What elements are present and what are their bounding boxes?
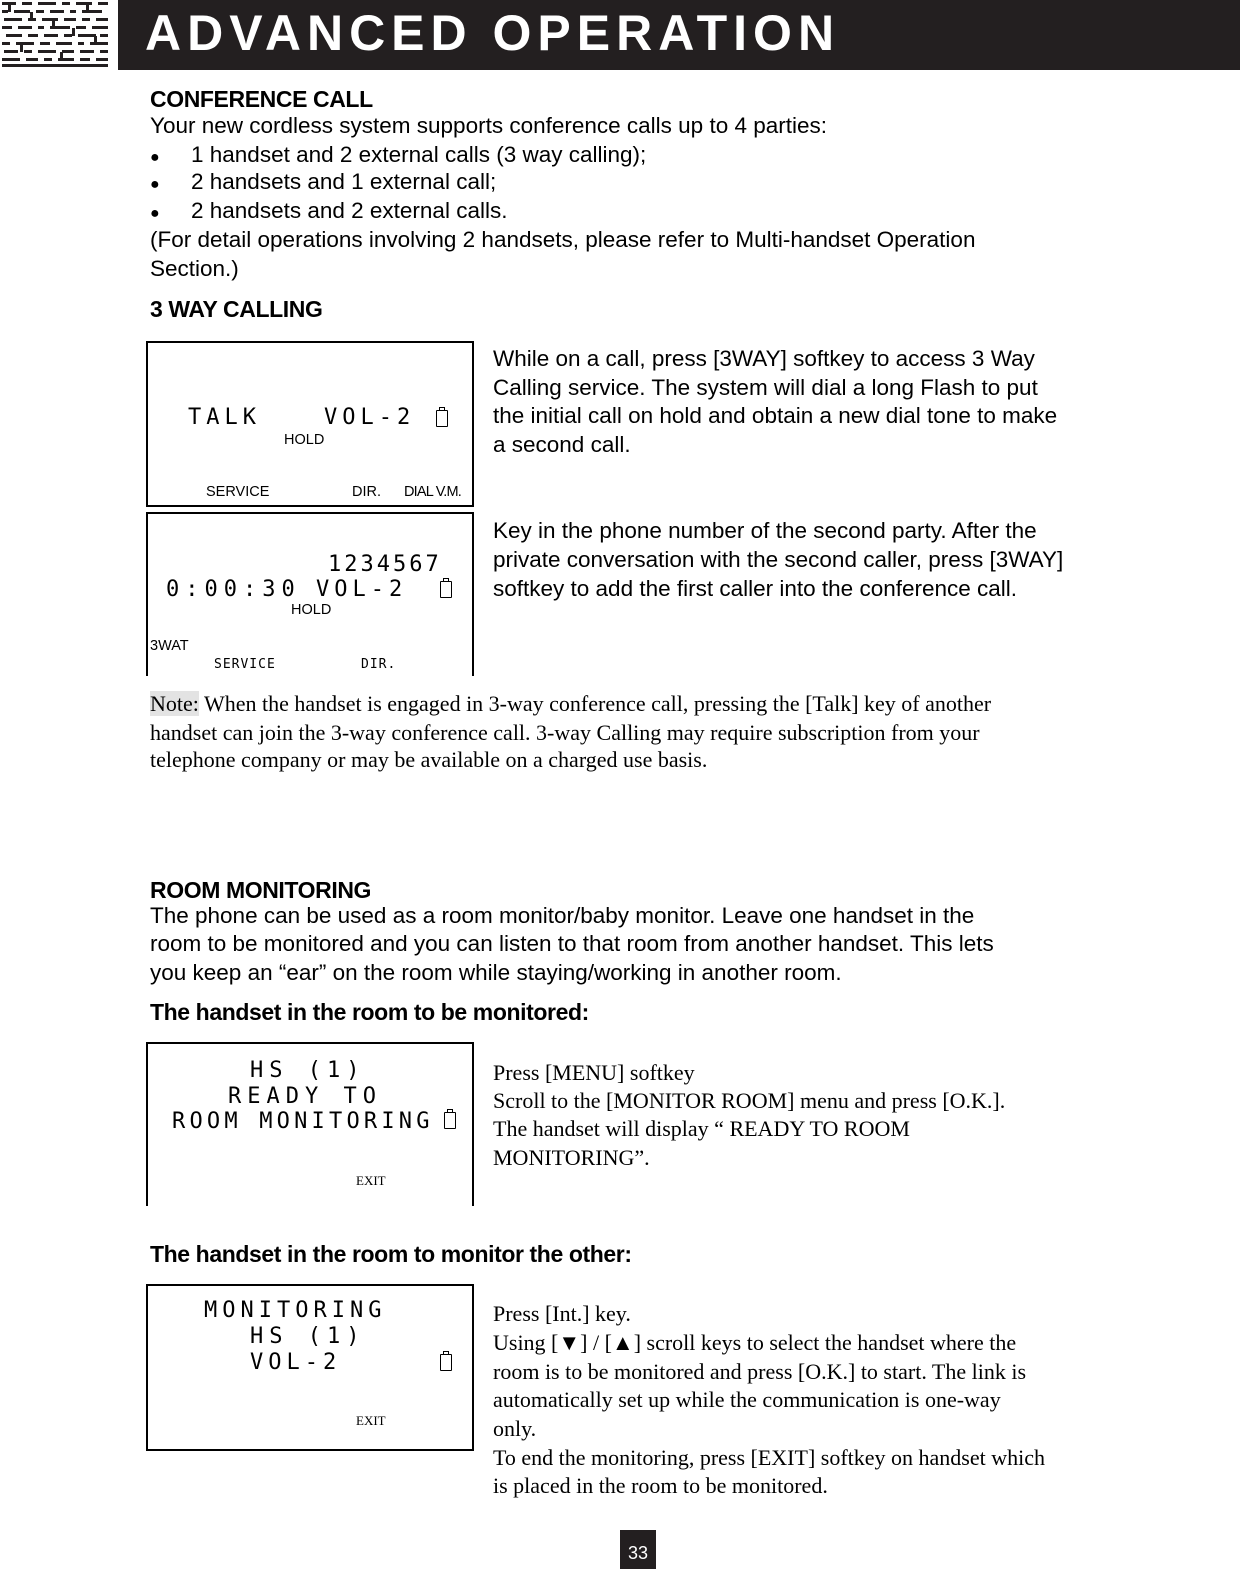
lcd-softkey-exit: EXIT <box>356 1413 386 1428</box>
lcd-softkey-exit: EXIT <box>356 1173 386 1188</box>
lcd-softkey-3way: 3WAT <box>150 638 189 654</box>
conference-detail-line2: Section.) <box>150 256 239 281</box>
battery-icon <box>440 1354 452 1371</box>
lcd-monitoring-label: MONITORING <box>204 1298 387 1323</box>
lcd-display-ready <box>146 1042 474 1206</box>
maze-logo <box>0 0 112 70</box>
bullet-item <box>150 167 497 199</box>
three-way-para1-line: While on a call, press [3WAY] softkey to access 3 Way <box>493 346 1035 371</box>
bullet-dot-icon: ● <box>150 149 160 166</box>
bullet-text: 2 handsets and 2 external calls. <box>191 198 508 223</box>
three-way-heading: 3 WAY CALLING <box>150 296 323 322</box>
bullet-dot-icon: ● <box>150 176 160 193</box>
three-way-para2-line: Key in the phone number of the second party. After the <box>493 518 1037 543</box>
room-intro-line: room to be monitored and you can listen to that room from another handset. This lets <box>150 931 994 956</box>
lcd-softkey-dial-vm: DIAL V.M. <box>404 484 462 500</box>
monitoring-step-line: is placed in the room to be monitored. <box>493 1473 828 1498</box>
three-way-para2-line: softkey to add the first caller into the conference call. <box>493 576 1018 601</box>
monitoring-step-line: Using [▼] / [▲] scroll keys to select the handset where the <box>493 1330 1017 1355</box>
lcd-volume-label: VOL-2 <box>316 577 408 602</box>
note-line1 <box>150 689 991 718</box>
lcd-hold-label: HOLD <box>291 602 332 618</box>
monitored-step-line: Scroll to the [MONITOR ROOM] menu and press [O.K.]. <box>493 1088 1006 1113</box>
three-way-para1-line: the initial call on hold and obtain a new dial tone to make <box>493 403 1058 428</box>
bullet-text: 1 handset and 2 external calls (3 way calling); <box>191 142 647 167</box>
lcd-softkey-service: SERVICE <box>214 657 276 672</box>
lcd-ready-label: READY TO <box>228 1084 382 1109</box>
page-number: 33 <box>620 1530 656 1569</box>
lcd-display-monitoring <box>146 1284 474 1451</box>
room-intro-line: you keep an “ear” on the room while staying/working in another room. <box>150 960 842 985</box>
conference-call-heading: CONFERENCE CALL <box>150 86 373 112</box>
bullet-item <box>150 196 508 228</box>
lcd-volume-label: VOL-2 <box>250 1350 342 1375</box>
three-way-para2-line: private conversation with the second caller, press [3WAY] <box>493 547 1064 572</box>
lcd-display-timer <box>146 512 474 676</box>
room-monitoring-heading: ROOM MONITORING <box>150 877 372 903</box>
monitoring-handset-subheading: The handset in the room to monitor the other: <box>150 1241 632 1267</box>
lcd-handset-label: HS (1) <box>250 1058 366 1083</box>
monitored-step-line: MONITORING”. <box>493 1145 650 1170</box>
monitored-step-line: Press [MENU] softkey <box>493 1060 695 1085</box>
monitoring-step-line: only. <box>493 1416 537 1441</box>
monitoring-step-line: automatically set up while the communication is one-way <box>493 1387 1001 1412</box>
lcd-volume-label: VOL-2 <box>324 405 416 430</box>
conference-intro: Your new cordless system supports conference calls up to 4 parties: <box>150 113 828 138</box>
lcd-hold-label: HOLD <box>284 432 325 448</box>
page-title: ADVANCED OPERATION <box>145 5 841 61</box>
battery-icon <box>444 1112 456 1129</box>
lcd-talk-label: TALK <box>188 405 261 430</box>
bullet-dot-icon: ● <box>150 205 160 222</box>
note-label: Note: <box>150 691 199 716</box>
lcd-handset-label: HS (1) <box>250 1324 366 1349</box>
lcd-display-talk <box>146 341 474 507</box>
monitored-handset-subheading: The handset in the room to be monitored: <box>150 999 589 1025</box>
lcd-room-monitoring-label: ROOM MONITORING <box>172 1109 434 1134</box>
battery-icon <box>440 581 452 598</box>
room-intro-line: The phone can be used as a room monitor/baby monitor. Leave one handset in the <box>150 903 975 928</box>
monitored-step-line: The handset will display “ READY TO ROOM <box>493 1116 910 1141</box>
lcd-softkey-dir: DIR. <box>352 484 381 500</box>
bullet-text: 2 handsets and 1 external call; <box>191 169 497 194</box>
conference-detail-line1: (For detail operations involving 2 handsets, please refer to Multi-handset Operation <box>150 227 976 252</box>
lcd-softkey-dir: DIR. <box>361 657 397 672</box>
note-text: When the handset is engaged in 3-way conference call, pressing the [Talk] key of another <box>198 691 992 716</box>
monitoring-step-line: room is to be monitored and press [O.K.] to start. The link is <box>493 1359 1027 1384</box>
lcd-call-timer: 0:00:30 <box>166 577 301 602</box>
three-way-para1-line: Calling service. The system will dial a long Flash to put <box>493 375 1038 400</box>
note-line3: telephone company or may be available on a charged use basis. <box>150 747 708 772</box>
monitoring-step-line: To end the monitoring, press [EXIT] softkey on handset which <box>493 1445 1046 1470</box>
lcd-softkey-service: SERVICE <box>206 484 270 500</box>
battery-icon <box>436 410 448 427</box>
three-way-para1-line: a second call. <box>493 432 631 457</box>
note-line2: handset can join the 3-way conference call. 3-way Calling may require subscription from your <box>150 720 980 745</box>
lcd-dialed-number: 1234567 <box>328 552 442 577</box>
monitoring-step-line: Press [Int.] key. <box>493 1301 631 1326</box>
